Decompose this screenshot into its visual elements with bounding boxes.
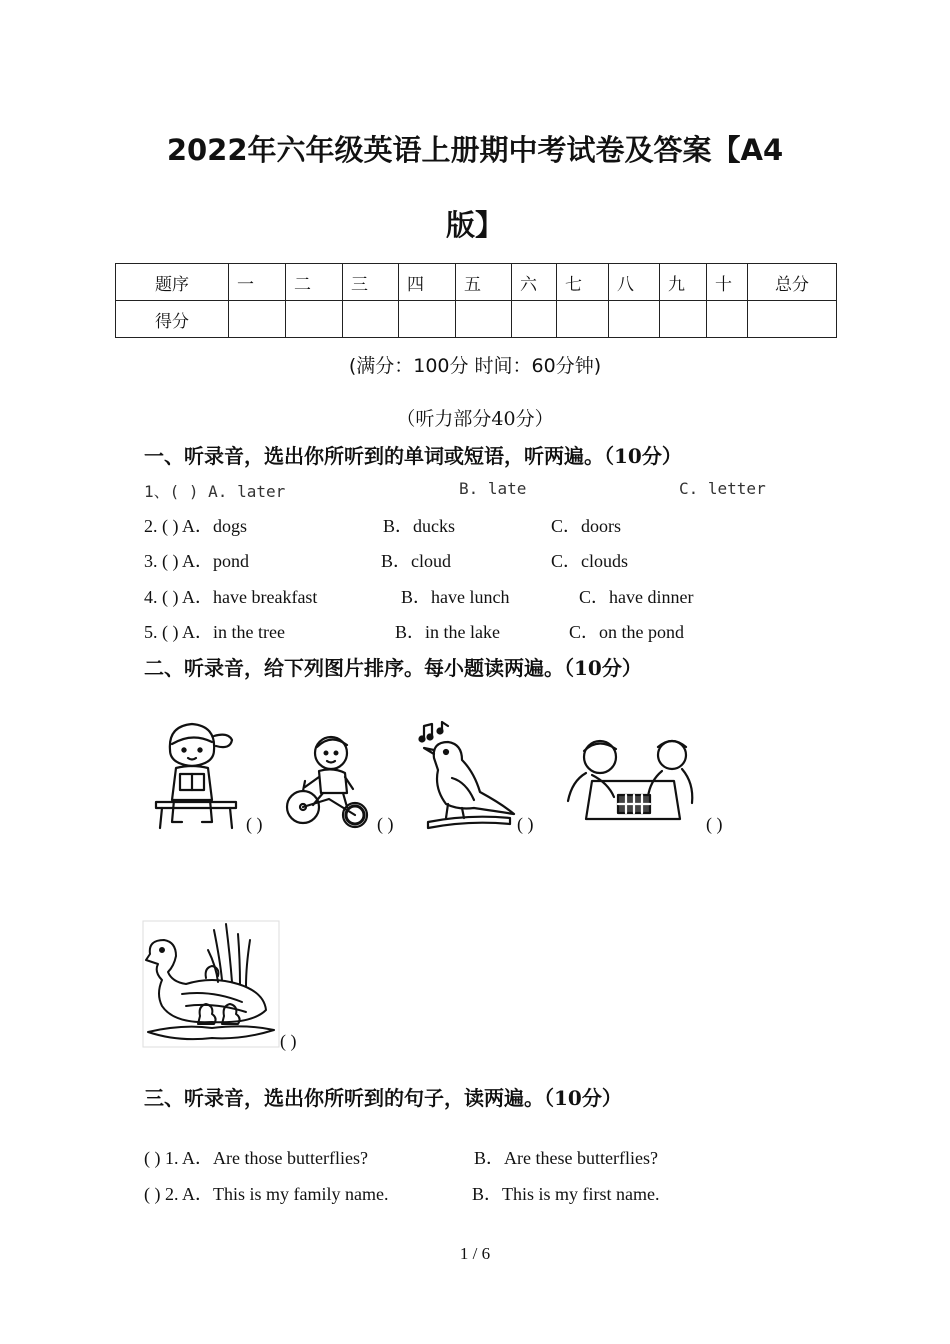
score-table-cell: 题序 xyxy=(116,264,229,301)
q2-option-c: C．doors xyxy=(551,516,622,536)
listening-header: （听力部分40分） xyxy=(396,408,554,430)
score-table-cell: 七 xyxy=(557,264,609,301)
q4-option-c: C．have dinner xyxy=(579,587,694,607)
score-input-cell[interactable] xyxy=(286,301,343,338)
q1-option-b: B. late xyxy=(459,479,527,498)
score-input-cell[interactable] xyxy=(557,301,609,338)
section3-title: 三、听录音，选出你所听到的句子，读两遍。（10分） xyxy=(144,1086,622,1110)
score-input-cell[interactable] xyxy=(512,301,557,338)
q3-option-c: C．clouds xyxy=(551,551,629,571)
score-input-cell[interactable] xyxy=(343,301,399,338)
score-table-cell: 二 xyxy=(286,264,343,301)
q4-option-a: 4. ( ) A．have breakfast xyxy=(144,587,318,607)
score-table-cell: 一 xyxy=(229,264,286,301)
score-input-cell[interactable] xyxy=(748,301,837,338)
q5-option-a: 5. ( ) A．in the tree xyxy=(144,622,285,642)
duck-family-icon xyxy=(142,920,280,1048)
score-table xyxy=(115,263,837,338)
score-input-cell[interactable] xyxy=(229,301,286,338)
q3-option-b: B．cloud xyxy=(381,551,451,571)
picture3-answer-blank[interactable]: ( ) xyxy=(517,814,534,834)
score-table-cell: 四 xyxy=(399,264,456,301)
score-table-score-row xyxy=(116,301,837,338)
q2-option-b: B．ducks xyxy=(383,516,455,536)
score-table-cell: 得分 xyxy=(116,301,229,338)
score-table-cell: 三 xyxy=(343,264,399,301)
singing-bird-icon xyxy=(418,718,518,832)
section1-title: 一、听录音，选出你所听到的单词或短语，听两遍。（10分） xyxy=(144,444,682,468)
score-table-cell: 八 xyxy=(609,264,660,301)
document-title-line1: 2022年六年级英语上册期中考试卷及答案【A4 xyxy=(166,133,784,167)
score-table-cell: 总分 xyxy=(748,264,837,301)
picture2-answer-blank[interactable]: ( ) xyxy=(377,814,394,834)
picture5-answer-blank[interactable]: ( ) xyxy=(280,1031,297,1051)
score-input-cell[interactable] xyxy=(660,301,707,338)
children-chess-icon xyxy=(562,735,702,827)
boy-tricycle-icon xyxy=(283,733,375,831)
s3-q2-option-a: ( ) 2. A．This is my family name. xyxy=(144,1184,389,1204)
q2-option-a: 2. ( ) A．dogs xyxy=(144,516,247,536)
s3-q1-option-a: ( ) 1. A．Are those butterflies? xyxy=(144,1148,368,1168)
score-table-cell: 五 xyxy=(456,264,512,301)
document-title-line2: 版】 xyxy=(445,208,504,242)
q3-option-a: 3. ( ) A．pond xyxy=(144,551,249,571)
page-number: 1 / 6 xyxy=(459,1244,491,1263)
score-input-cell[interactable] xyxy=(707,301,748,338)
q4-option-b: B．have lunch xyxy=(401,587,510,607)
score-table-header-row xyxy=(116,264,837,301)
s3-q1-option-b: B．Are these butterflies? xyxy=(474,1148,658,1168)
q1-option-c: C. letter xyxy=(679,479,766,498)
q5-option-c: C．on the pond xyxy=(569,622,684,642)
score-input-cell[interactable] xyxy=(609,301,660,338)
picture4-answer-blank[interactable]: ( ) xyxy=(706,814,723,834)
section2-title: 二、听录音，给下列图片排序。每小题读两遍。（10分） xyxy=(144,656,642,680)
score-table-cell: 九 xyxy=(660,264,707,301)
picture1-answer-blank[interactable]: ( ) xyxy=(246,814,263,834)
score-input-cell[interactable] xyxy=(399,301,456,338)
s3-q2-option-b: B．This is my first name. xyxy=(472,1184,660,1204)
q5-option-b: B．in the lake xyxy=(395,622,500,642)
score-table-cell: 六 xyxy=(512,264,557,301)
score-table-cell: 十 xyxy=(707,264,748,301)
q1-option-a: 1、( ) A. later xyxy=(144,482,286,501)
exam-note: (满分：100分 时间：60分钟) xyxy=(348,355,602,377)
girl-reading-icon xyxy=(152,718,240,832)
score-input-cell[interactable] xyxy=(456,301,512,338)
